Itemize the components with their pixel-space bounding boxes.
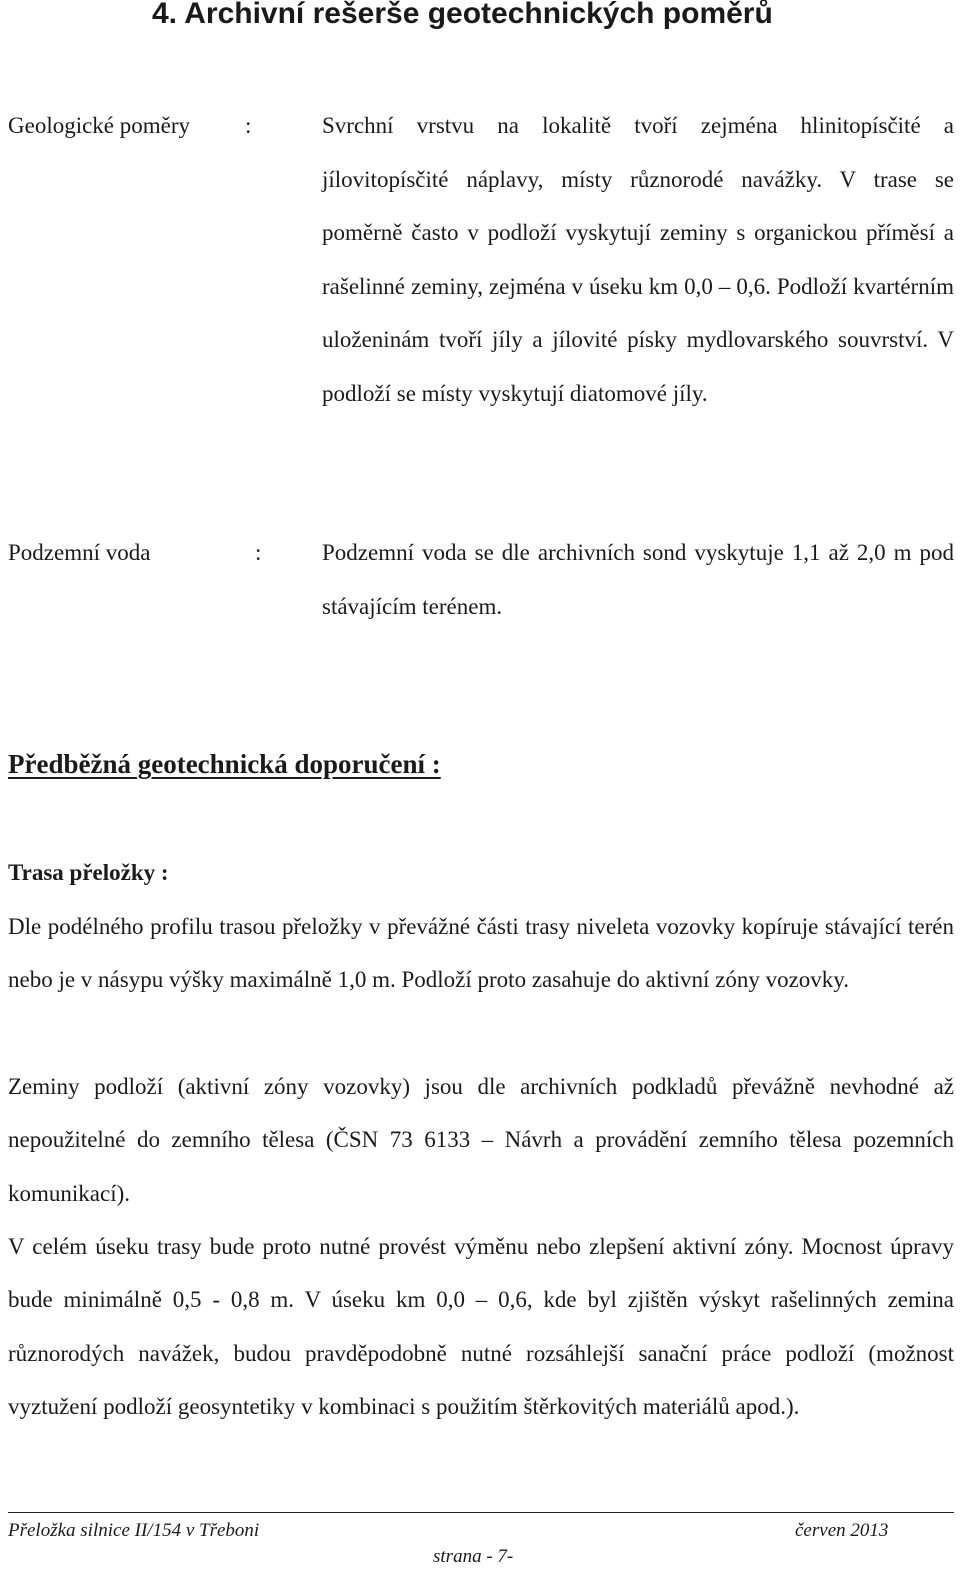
- groundwater-text: Podzemní voda se dle archivních sond vyskytuje 1,1 až 2,0 m pod stávajícím terénem.: [322, 540, 954, 619]
- route-subtitle: Trasa přeložky :: [8, 860, 169, 885]
- paragraph-profile: Dle podélného profilu trasou přeložky v převážné části trasy niveleta vozovky kopíruje stávající terén nebo je v násypu výšky maximálně 1,0 m. Podloží proto zasahuje do aktivní zóny vozovky.: [8, 914, 954, 993]
- section-heading: 4. Archivní rešerše geotechnických poměrů: [152, 0, 773, 30]
- groundwater-label: Podzemní voda: [8, 540, 151, 565]
- geology-row: [8, 99, 954, 420]
- footer-date: červen 2013: [795, 1520, 889, 1541]
- footer-page-number: strana - 7-: [433, 1546, 514, 1567]
- footer-project-name: Přeložka silnice II/154 v Třeboni: [8, 1520, 260, 1541]
- groundwater-colon: :: [255, 540, 262, 565]
- footer-divider: [8, 1512, 954, 1513]
- geology-colon: :: [245, 113, 252, 138]
- groundwater-row: [8, 526, 954, 633]
- geology-text: Svrchní vrstvu na lokalitě tvoří zejména hlinitopísčité a jílovitopísčité náplavy, místy různorodé navážky. V trase se poměrně často v podloží vyskytují zeminy s organickou příměsí a rašelinné zeminy, zejména v úseku km 0,0 – 0,6. Podloží kvartérním uloženinám tvoří jíly a jílovité písky mydlovarského souvrství. V podloží se místy vyskytují diatomové jíly.: [322, 113, 954, 406]
- paragraph-soils: Zeminy podloží (aktivní zóny vozovky) jsou dle archivních podkladů převážně nevhodné až nepoužitelné do zemního tělesa (ČSN 73 6133 – Návrh a provádění zemního tělesa pozemních komunikací).: [8, 1074, 954, 1206]
- paragraph-remediation: V celém úseku trasy bude proto nutné provést výměnu nebo zlepšení aktivní zóny. Mocnost úpravy bude minimálně 0,5 - 0,8 m. V úseku km 0,0 – 0,6, kde byl zjištěn výskyt rašelinných zemina různorodých navážek, budou pravděpodobně nutné rozsáhlejší sanační práce podloží (možnost vyztužení podloží geosyntetiky v kombinaci s použitím štěrkovitých materiálů apod.).: [8, 1234, 954, 1419]
- recommendations-title: Předběžná geotechnická doporučení :: [8, 749, 441, 779]
- geology-label: Geologické poměry: [8, 113, 191, 138]
